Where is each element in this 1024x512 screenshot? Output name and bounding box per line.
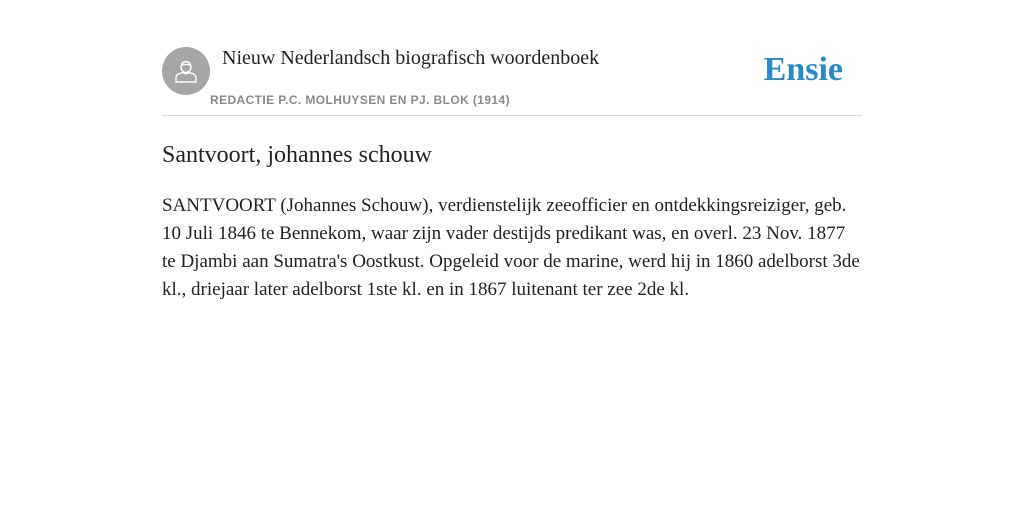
user-icon (172, 57, 200, 85)
source-avatar[interactable] (162, 47, 210, 95)
entry-body: SANTVOORT (Johannes Schouw), verdienstelijk zeeofficier en ontdekkingsreiziger, geb. 10 Juli 1846 te Bennekom, waar zijn vader destijds predikant was, en overl. 23 Nov. 1877 te Djambi aan Sumatra's Oostkust. Opgeleid voor de marine, werd hij in 1860 adelborst 3de kl., driejaar later adelborst 1ste kl. en in 1867 luitenant ter zee 2de kl. (162, 195, 860, 300)
brand-logo[interactable]: Ensie (763, 51, 843, 88)
source-header (162, 46, 862, 116)
source-title[interactable]: Nieuw Nederlandsch biografisch woordenboek (222, 47, 600, 69)
entry-title: Santvoort, johannes schouw (162, 142, 432, 168)
source-subtitle: REDACTIE P.C. MOLHUYSEN EN PJ. BLOK (1914) (210, 93, 510, 107)
entry-card (162, 46, 862, 300)
